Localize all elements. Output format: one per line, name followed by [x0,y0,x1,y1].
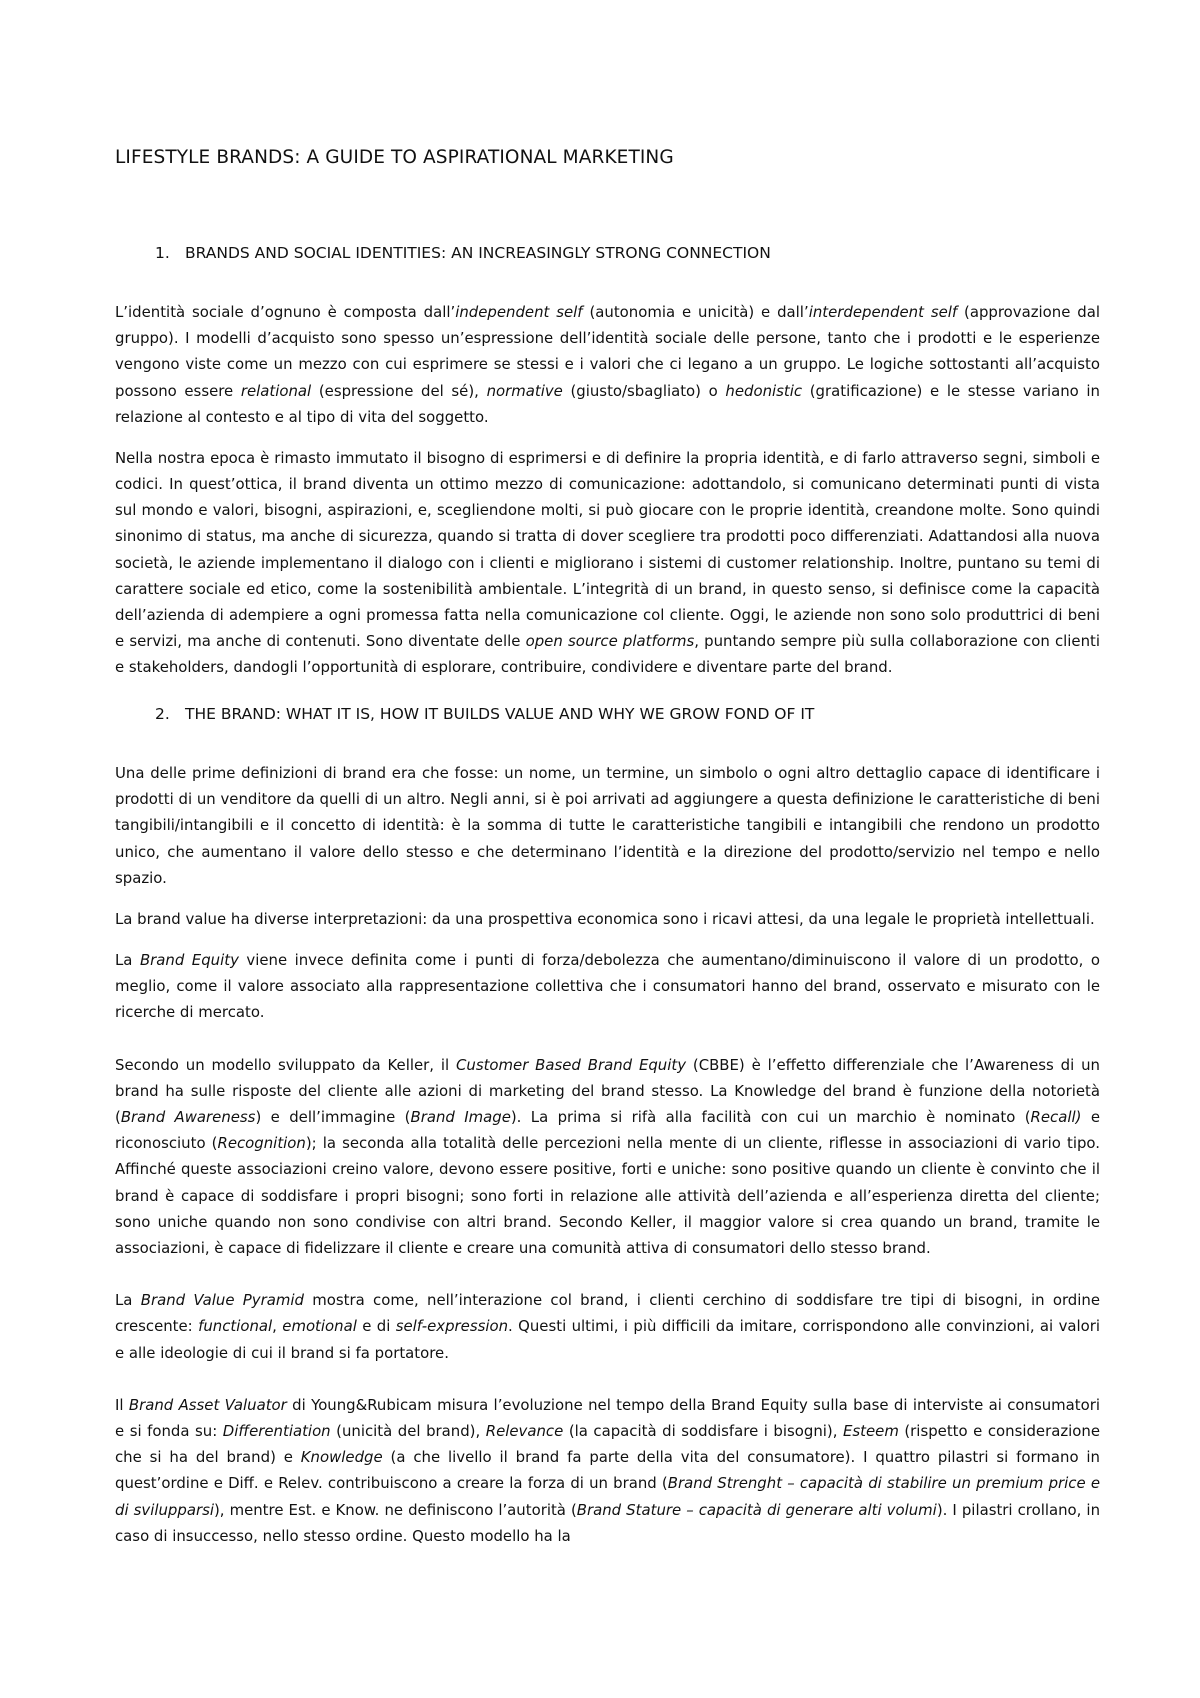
text-run: ). I pilastri crollano, in caso di insuccesso, nello stesso ordine. Questo modello ha la [115,1500,1101,1545]
text-run: (CBBE) è l’effetto differenziale che l’Awareness di un brand ha sulle risposte del cliente alle azioni di marketing del brand stesso. La Knowledge del brand è funzione della notorietà ( [115,1055,1100,1126]
text-run: (rispetto e considerazione che si ha del brand) e [115,1421,1100,1467]
text-run: (approvazione dal gruppo). I modelli d’acquisto sono spesso un’espressione dell’identità sociale delle persone, tanto che i prodotti e le esperienze vengono viste come un mezzo con cui esprimere se stessi e i valori che ci legano a un gruppo. Le logiche sottostanti all’acquisto possono essere [115,302,1100,400]
italic-run: relational [240,381,312,400]
text-run: (la capacità di soddisfare i bisogni), [563,1421,843,1440]
italic-run: Relevance [485,1421,564,1440]
text-run: . Questi ultimi, i più difficili da imitare, corrispondono alle convinzioni, ai valori e alle ideologie di cui il brand si fa portatore. [115,1317,1101,1362]
italic-run: Esteem [843,1421,899,1440]
italic-run: Recognition [217,1134,306,1153]
italic-run: Brand Equity [139,950,239,969]
text-run: (gratificazione) e le stesse variano in relazione al contesto e al tipo di vita del soggetto. [115,381,1100,426]
text-run: Secondo un modello sviluppato da Keller, il [115,1055,456,1074]
section-title: THE BRAND: WHAT IT IS, HOW IT BUILDS VALUE AND WHY WE GROW FOND OF IT [185,705,815,723]
italic-run: interdependent self [808,302,958,321]
italic-run: functional [198,1317,273,1336]
paragraph [115,445,1100,681]
text-run: La [115,1291,141,1310]
text-run: e riconosciuto ( [115,1107,1100,1153]
text-run: (unicità del brand), [330,1421,486,1440]
text-run: (giusto/sbagliato) o [562,381,726,400]
italic-run: Brand Image [410,1107,511,1126]
text-run: ); la seconda alla totalità delle percezioni nella mente di un cliente, riflesse in associazioni di vario tipo. Affinché queste associazioni creino valore, devono essere positive, forti e uniche: sono positive quando un cliente è convinto che il brand è capace di soddisfare i propri bisogni; sono forti in relazione alle attività dell’azienda e all’esperienza diretta del cliente; sono uniche quando non sono condivise con altri brand. Secondo Keller, il maggior valore si crea quando un brand, tramite le associazioni, è capace di fidelizzare il cliente e creare una comunità attiva di consumatori dello stesso brand. [115,1134,1100,1257]
italic-run: open source platforms [525,632,695,651]
paragraph [115,1052,1100,1262]
text-run: Una delle prime definizioni di brand era che fosse: un nome, un termine, un simbolo o ogni altro dettaglio capace di identificare i prodotti di un venditore da quelli di un altro. Negli anni, si è poi arrivati ad aggiungere a questa definizione le caratteristiche di beni tangibili/intangibili e il concetto di identità: è la somma di tutte le caratteristiche tangibili e intangibili che rendono un prodotto unico, che aumentano il valore dello stesso e che determinano l’identità e la direzione del prodotto/servizio nel tempo e nello spazio. [115,763,1100,887]
italic-run: hedonistic [725,381,803,400]
italic-run: Differentiation [222,1421,331,1440]
paragraph [115,760,1100,891]
section-number: 1. [155,244,170,262]
section-number: 2. [155,705,170,723]
text-run: (a che livello il brand fa parte della vita del consumatore). I quattro pilastri si formano in quest’ordine e Diff. e Relev. contribuiscono a creare la forza di un brand ( [115,1448,1100,1493]
italic-run: Knowledge [300,1448,383,1467]
italic-run: Brand Awareness [120,1107,256,1126]
text-run: La [115,950,140,969]
paragraph [115,906,1100,932]
italic-run: Customer Based Brand Equity [455,1055,687,1074]
text-run: , [272,1317,283,1336]
section-heading-2 [155,705,814,723]
italic-run: self-expression [395,1317,509,1336]
text-run: di Young&Rubicam misura l’evoluzione nel tempo della Brand Equity sulla base di interviste ai consumatori e si fonda su: [115,1395,1100,1440]
text-run: (espressione del sé), [311,381,487,400]
italic-run: normative [486,381,563,400]
paragraph [115,1392,1100,1549]
text-run: mostra come, nell’interazione col brand, i clienti cerchino di soddisfare tre tipi di bisogni, in ordine crescente: [115,1291,1100,1336]
italic-run: independent self [455,302,583,321]
section-heading-1 [155,244,771,262]
text-run: , puntando sempre più sulla collaborazione con clienti e stakeholders, dandogli l’opportunità di esplorare, contribuire, condividere e diventare parte del brand. [115,632,1100,677]
italic-run: Brand Stature – capacità di generare alti volumi [576,1500,937,1519]
paragraph [115,299,1100,430]
text-run: e di [356,1317,396,1336]
paragraph [115,1287,1100,1366]
italic-run: Recall) [1030,1107,1082,1126]
text-run: La brand value ha diverse interpretazioni: da una prospettiva economica sono i ricavi attesi, da una legale le proprietà intellettuali. [115,909,1095,928]
text-run: viene invece definita come i punti di forza/debolezza che aumentano/diminuiscono il valore di un prodotto, o meglio, come il valore associato alla rappresentazione collettiva che i consumatori hanno del brand, osservato e misurato con le ricerche di mercato. [115,950,1101,1022]
text-run: (autonomia e unicità) e dall’ [582,302,809,321]
italic-run: emotional [282,1317,357,1336]
italic-run: Brand Strenght – capacità di stabilire un premium price e di svilupparsi [115,1474,1101,1519]
paragraph [115,947,1100,1026]
text-run: Nella nostra epoca è rimasto immutato il bisogno di esprimersi e di definire la propria identità, e di farlo attraverso segni, simboli e codici. In quest’ottica, il brand diventa un ottimo mezzo di comunicazione: adottandolo, si comunicano determinati punti di vista sul mondo e valori, bisogni, aspirazioni, e, scegliendone molti, si può giocare con le proprie identità, creandone molte. Sono quindi sinonimo di status, ma anche di sicurezza, quando si tratta di dover scegliere tra prodotti poco differenziati. Adattandosi alla nuova società, le aziende implementano il dialogo con i clienti e migliorano i sistemi di customer relationship. Inoltre, puntano su temi di carattere sociale ed etico, come la sostenibilità ambientale. L’integrità di un brand, in questo senso, si definisce come la capacità dell’azienda di adempiere a ogni promessa fatta nella comunicazione col cliente. Oggi, le aziende non sono solo produttrici di beni e servizi, ma anche di contenuti. Sono diventate delle [115,448,1100,651]
text-run: ), mentre Est. e Know. ne definiscono l’autorità ( [213,1500,577,1519]
italic-run: Brand Asset Valuator [128,1395,287,1414]
section-title: BRANDS AND SOCIAL IDENTITIES: AN INCREASINGLY STRONG CONNECTION [185,244,771,262]
text-run: L’identità sociale d’ognuno è composta dall’ [115,302,456,321]
text-run: ). La prima si rifà alla facilità con cui un marchio è nominato ( [510,1107,1031,1126]
document-title: LIFESTYLE BRANDS: A GUIDE TO ASPIRATIONAL MARKETING [115,147,674,168]
italic-run: Brand Value Pyramid [140,1291,304,1310]
text-run: ) e dell’immagine ( [255,1107,411,1126]
section-2-body [115,745,1100,1564]
text-run: Il [115,1395,129,1414]
section-1-body [115,284,1100,696]
